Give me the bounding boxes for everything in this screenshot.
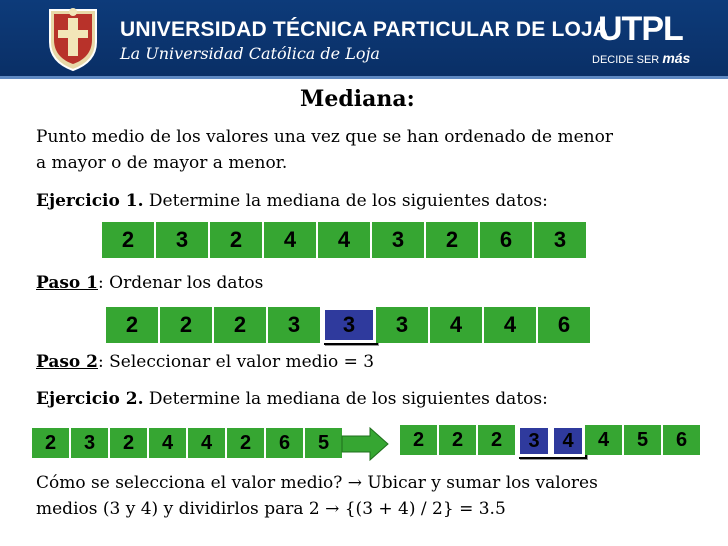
data-cell: 2 — [210, 222, 264, 258]
paso-1-heading — [36, 272, 263, 294]
data-cell: 5 — [624, 425, 663, 455]
data-cell: 6 — [538, 307, 592, 343]
exercise-1-data-row — [102, 222, 588, 258]
data-cell: 3 — [372, 222, 426, 258]
slogan-big: más — [662, 50, 691, 66]
conclusion-line-1: Cómo se selecciona el valor medio? → Ubicar y sumar los valores — [36, 473, 598, 493]
data-cell: 3 — [156, 222, 210, 258]
paso-1-label: Paso 1 — [36, 273, 98, 293]
data-cell: 3 — [71, 428, 110, 458]
data-cell: 2 — [214, 307, 268, 343]
university-crest-icon — [46, 4, 100, 72]
right-arrow-icon — [340, 426, 390, 462]
data-cell: 3 — [534, 222, 588, 258]
paso-1-text: : Ordenar los datos — [98, 273, 264, 293]
paso-2-label: Paso 2 — [36, 352, 98, 372]
data-cell: 3 — [268, 307, 322, 343]
data-cell: 2 — [478, 425, 517, 455]
exercise-1-label: Ejercicio 1. — [36, 191, 144, 211]
header-banner — [0, 0, 728, 76]
definition-line-2: a mayor o de mayor a menor. — [36, 153, 288, 173]
exercise-2-label: Ejercicio 2. — [36, 389, 144, 409]
data-cell: 2 — [110, 428, 149, 458]
data-cell: 6 — [663, 425, 702, 455]
data-cell: 2 — [32, 428, 71, 458]
header-stripe — [0, 76, 728, 79]
utpl-logo: UTPL — [598, 10, 683, 48]
data-cell: 4 — [430, 307, 484, 343]
median-cell: 3 — [517, 425, 551, 457]
exercise-2-heading — [36, 388, 548, 410]
slogan-small: DECIDE SER — [592, 54, 660, 66]
exercise-2-data-row — [32, 428, 344, 458]
median-cell: 3 — [322, 307, 376, 343]
exercise-2-text: Determine la mediana de los siguientes datos: — [143, 389, 548, 409]
exercise-1-heading — [36, 190, 548, 212]
data-cell: 5 — [305, 428, 344, 458]
data-cell: 2 — [439, 425, 478, 455]
paso-2-heading — [36, 351, 374, 373]
data-cell: 3 — [376, 307, 430, 343]
data-cell: 4 — [484, 307, 538, 343]
slogan — [592, 50, 690, 66]
data-cell: 2 — [400, 425, 439, 455]
data-cell: 4 — [149, 428, 188, 458]
median-cell: 4 — [551, 425, 585, 457]
data-cell: 4 — [318, 222, 372, 258]
data-cell: 2 — [160, 307, 214, 343]
paso-2-text: : Seleccionar el valor medio = 3 — [98, 352, 375, 372]
data-cell: 6 — [266, 428, 305, 458]
definition-line-1: Punto medio de los valores una vez que se han ordenado de menor — [36, 127, 613, 147]
data-cell: 2 — [106, 307, 160, 343]
data-cell: 4 — [585, 425, 624, 455]
data-cell: 4 — [188, 428, 227, 458]
sorted-data-row — [106, 307, 592, 343]
data-cell: 2 — [227, 428, 266, 458]
data-cell: 6 — [480, 222, 534, 258]
exercise-2-sorted-row — [400, 425, 702, 457]
exercise-1-text: Determine la mediana de los siguientes datos: — [143, 191, 548, 211]
slide-title: Mediana: — [300, 86, 415, 112]
data-cell: 2 — [426, 222, 480, 258]
conclusion-line-2: medios (3 y 4) y dividirlos para 2 → {(3 + 4) / 2} = 3.5 — [36, 499, 506, 519]
data-cell: 2 — [102, 222, 156, 258]
university-name: UNIVERSIDAD TÉCNICA PARTICULAR DE LOJA — [120, 18, 609, 41]
data-cell: 4 — [264, 222, 318, 258]
university-subtitle: La Universidad Católica de Loja — [120, 44, 380, 63]
